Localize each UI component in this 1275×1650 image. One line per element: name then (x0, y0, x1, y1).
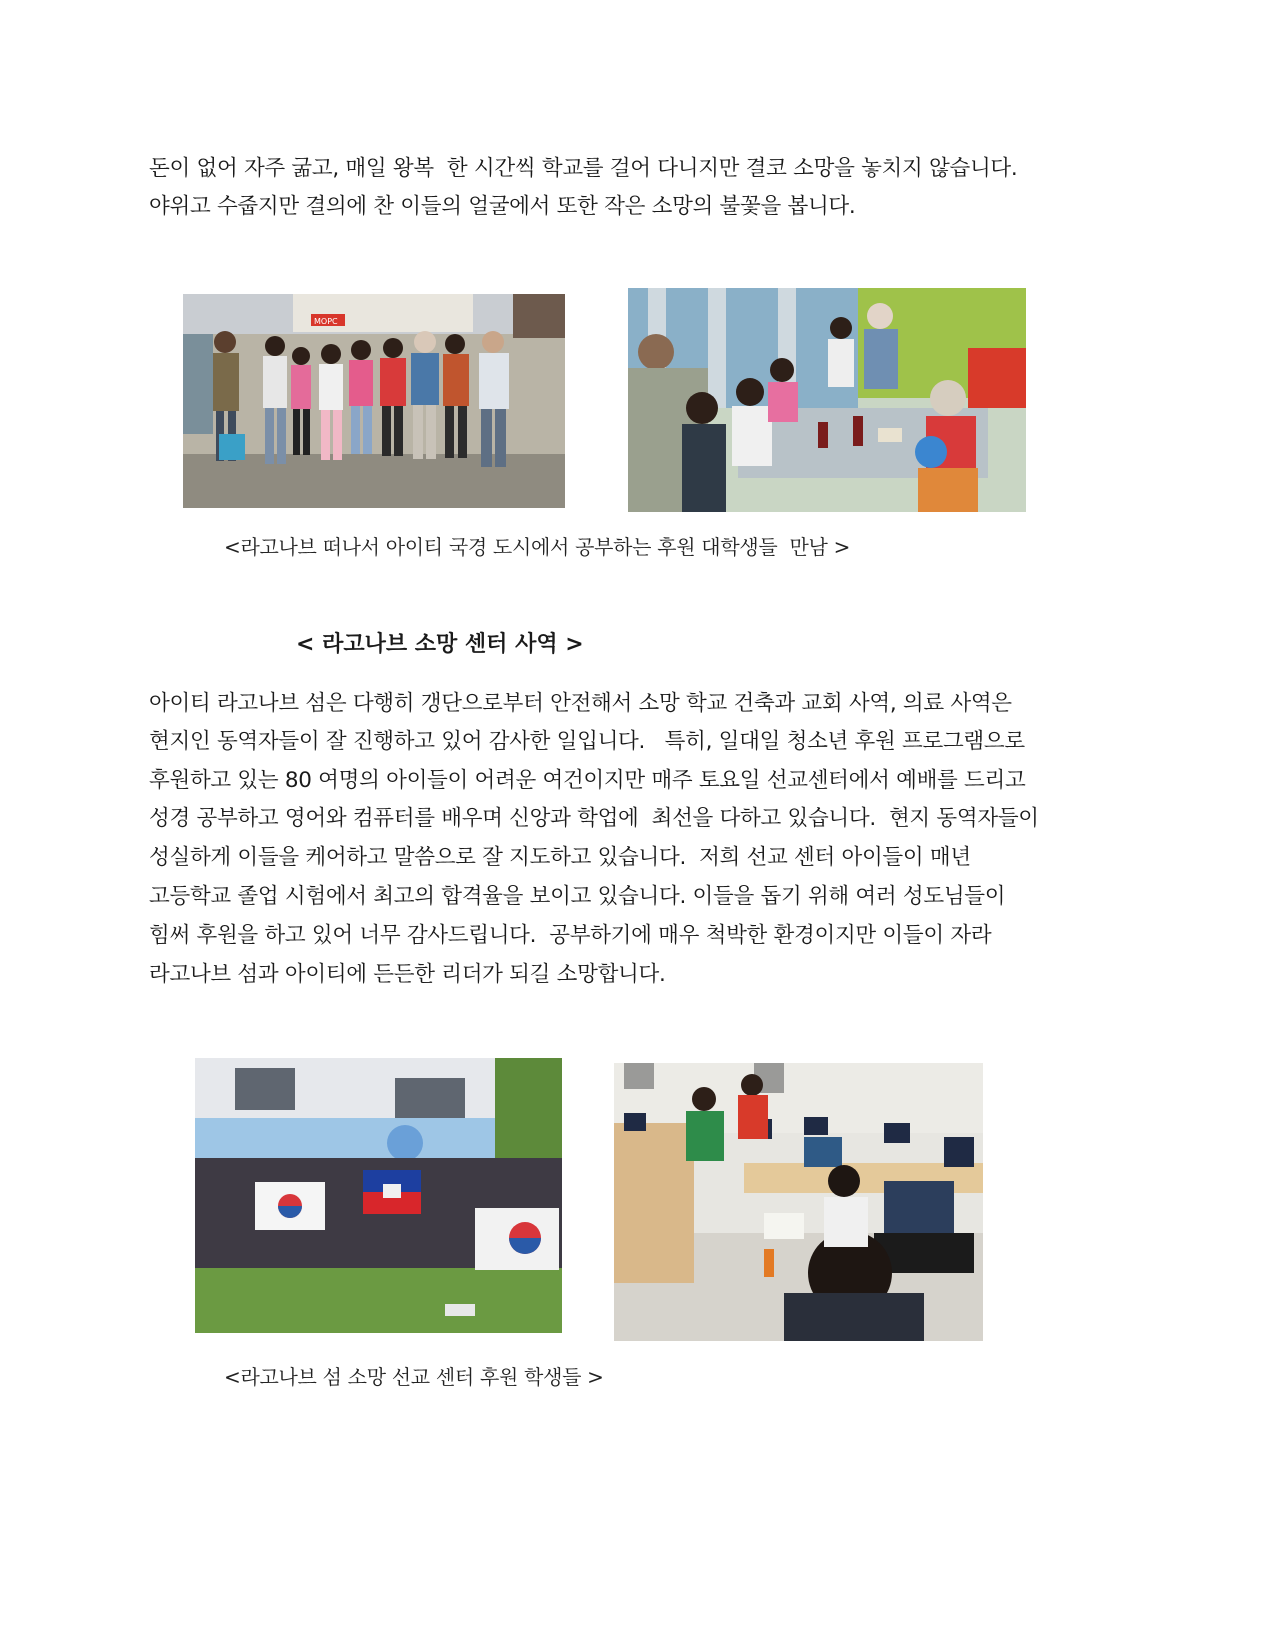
sign-text: MOPC (314, 317, 338, 326)
intro-line-1: 돈이 없어 자주 굶고, 매일 왕복 한 시간씩 학교를 걸어 다니지만 결코 소망을 놓치지 않습니다. (149, 156, 1018, 181)
photo-restaurant-meeting (628, 288, 1026, 512)
intro-line-2: 야위고 수줍지만 결의에 찬 이들의 얼굴에서 또한 작은 소망의 불꽃을 봅니다. (149, 194, 856, 219)
section-line-8: 라고나브 섬과 아이티에 든든한 리더가 되길 소망합니다. (149, 962, 666, 987)
section-line-3: 후원하고 있는 80 여명의 아이들이 어려운 여건이지만 매주 토요일 선교센터에서 예배를 드리고 (149, 768, 1026, 793)
photo-group-border-town (183, 294, 565, 508)
section-line-1: 아이티 라고나브 섬은 다행히 갱단으로부터 안전해서 소망 학교 건축과 교회 사역, 의료 사역은 (149, 691, 1012, 716)
section-line-6: 고등학교 졸업 시험에서 최고의 합격율을 보이고 있습니다. 이들을 돕기 위해 여러 성도님들이 (149, 884, 1006, 909)
photos-2-caption: <라고나브 섬 소망 선교 센터 후원 학생들 > (224, 1365, 604, 1389)
section-line-7: 힘써 후원을 하고 있어 너무 감사드립니다. 공부하기에 매우 척박한 환경이지만 이들이 자라 (149, 923, 992, 948)
section-line-2: 현지인 동역자들이 잘 진행하고 있어 감사한 일입니다. 특히, 일대일 청소년 후원 프로그램으로 (149, 729, 1025, 754)
section-line-4: 성경 공부하고 영어와 컴퓨터를 배우며 신앙과 학업에 최선을 다하고 있습니다. 현지 동역자들이 (149, 806, 1039, 831)
section-heading: < 라고나브 소망 센터 사역 > (296, 632, 584, 657)
photo-computer-class (614, 1063, 983, 1341)
section-line-5: 성실하게 이들을 케어하고 말씀으로 잘 지도하고 있습니다. 저희 선교 센터 아이들이 매년 (149, 845, 971, 870)
photos-1-caption: <라고나브 떠나서 아이티 국경 도시에서 공부하는 후원 대학생들 만남 > (224, 535, 851, 559)
photo-students-with-flags (195, 1058, 562, 1333)
